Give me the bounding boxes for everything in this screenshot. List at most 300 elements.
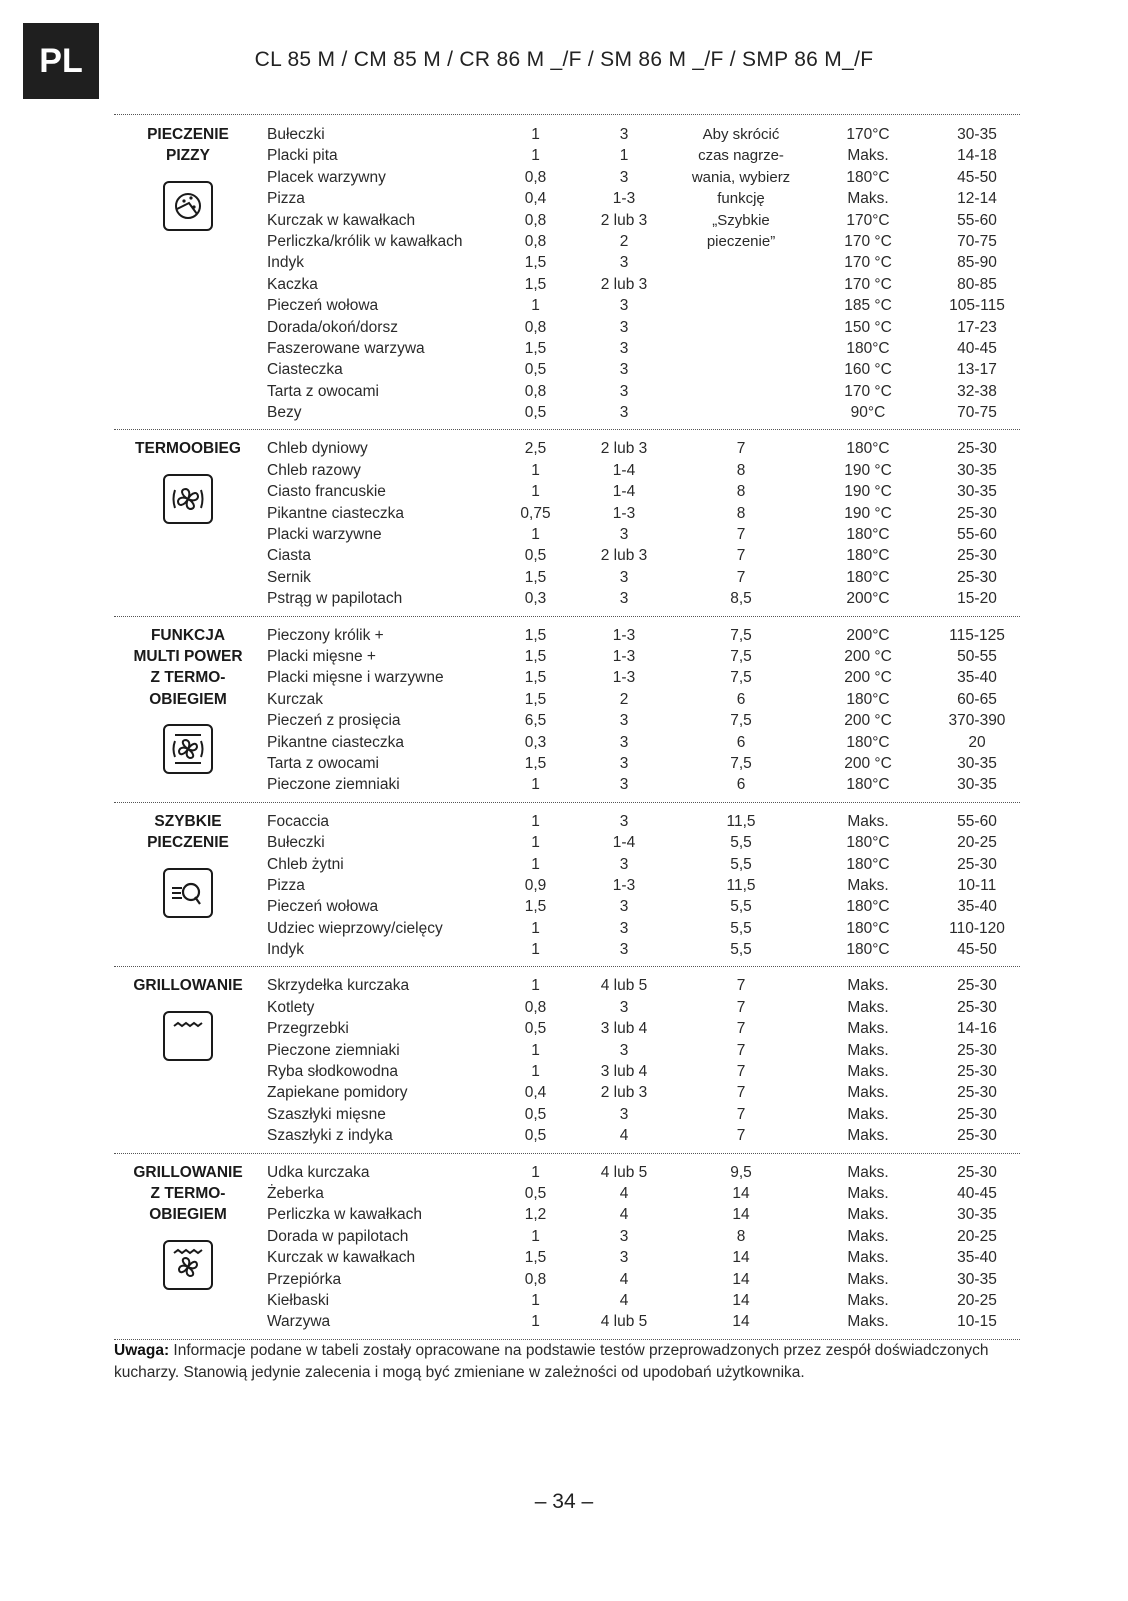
- cell-dish: Szaszłyki mięsne: [267, 1105, 386, 1123]
- cell-weight: 0,8: [524, 998, 547, 1016]
- cell-preheat: 14: [732, 1313, 750, 1331]
- cell-weight: 1: [531, 297, 540, 315]
- cell-dish: Placek warzywny: [267, 168, 386, 186]
- cell-shelf: 3: [619, 297, 629, 315]
- cell-temperature: 180°C: [846, 834, 890, 852]
- cell-time: 110-120: [949, 919, 1005, 937]
- cell-temperature: Maks.: [847, 1041, 889, 1059]
- cell-preheat: 8: [736, 1227, 746, 1245]
- cell-temperature: Maks.: [847, 1206, 889, 1224]
- cell-preheat: [680, 317, 802, 338]
- cell-time: 80-85: [957, 275, 997, 293]
- cell-time: 30-35: [957, 1270, 997, 1288]
- table-row: [114, 1290, 1020, 1311]
- table-row: [114, 588, 1020, 609]
- cell-preheat: 5,5: [730, 919, 752, 937]
- cell-weight: 1: [531, 1041, 540, 1059]
- cell-dish: Sernik: [267, 568, 311, 586]
- cell-time: 25-30: [957, 568, 997, 586]
- cell-dish: Skrzydełka kurczaka: [267, 977, 410, 995]
- cell-preheat: 7: [736, 1084, 746, 1102]
- table-row: [114, 774, 1020, 795]
- cell-weight: 1,5: [524, 647, 547, 665]
- cell-dish: Indyk: [267, 941, 305, 959]
- cell-temperature: Maks.: [847, 1313, 889, 1331]
- cell-weight: 1,5: [524, 275, 547, 293]
- cell-preheat: 14: [732, 1184, 750, 1202]
- cell-temperature: 190 °C: [844, 461, 892, 479]
- cell-preheat: 6: [736, 776, 746, 794]
- cell-temperature: Maks.: [847, 812, 889, 830]
- section-label: [114, 124, 262, 231]
- cell-weight: 6,5: [524, 712, 547, 730]
- cell-weight: 1: [531, 834, 540, 852]
- cell-weight: 0,5: [524, 547, 547, 565]
- cell-time: 55-60: [957, 812, 997, 830]
- cell-weight: 0,9: [524, 876, 547, 894]
- cell-temperature: 170°C: [846, 126, 890, 143]
- cell-weight: 1: [531, 977, 540, 995]
- cell-preheat: 11,5: [726, 812, 756, 830]
- cell-shelf: 4 lub 5: [600, 977, 648, 995]
- cell-shelf: 1-4: [612, 461, 636, 479]
- cell-shelf: 2: [619, 232, 629, 250]
- cell-temperature: 200°C: [846, 626, 890, 644]
- cell-dish: Chleb żytni: [267, 855, 344, 873]
- cell-dish: Pizza: [267, 190, 305, 208]
- cell-shelf: 4: [619, 1270, 629, 1288]
- cell-temperature: Maks.: [847, 1020, 889, 1038]
- cell-shelf: 3: [619, 712, 629, 730]
- table-row: [114, 381, 1020, 402]
- cell-weight: 0,5: [524, 404, 547, 422]
- preheat-note: Aby skrócić czas nagrze- wania, wybierz funkcję „Szybkie pieczenie”: [691, 126, 791, 251]
- cell-temperature: Maks.: [847, 1270, 889, 1288]
- cell-shelf: 3: [619, 919, 629, 937]
- cell-weight: 1: [531, 126, 540, 143]
- cell-temperature: 180°C: [846, 568, 890, 586]
- cell-weight: 0,8: [524, 318, 547, 336]
- cell-weight: 1,5: [524, 254, 547, 272]
- cell-shelf: 3: [619, 254, 629, 272]
- cell-weight: 1,5: [524, 690, 547, 708]
- cell-preheat: 7,5: [730, 754, 752, 772]
- cell-preheat: 7: [736, 1020, 746, 1038]
- section-label: [114, 811, 262, 918]
- cell-weight: 0,3: [524, 590, 547, 608]
- cell-weight: 0,5: [524, 1127, 547, 1145]
- cell-temperature: 170 °C: [844, 254, 892, 272]
- section-label: [114, 975, 262, 1060]
- cell-time: 60-65: [957, 690, 997, 708]
- cell-temperature: 160 °C: [844, 361, 892, 379]
- cell-temperature: 170 °C: [844, 275, 892, 293]
- cell-time: 55-60: [957, 211, 997, 229]
- section-name: SZYBKIE PIECZENIE: [147, 812, 229, 852]
- cell-time: 25-30: [957, 440, 997, 458]
- cell-temperature: 180°C: [846, 547, 890, 565]
- cell-temperature: Maks.: [847, 977, 889, 995]
- cell-preheat: 7,5: [730, 669, 752, 687]
- cell-weight: 1,2: [524, 1206, 547, 1224]
- table-row: [114, 1311, 1020, 1332]
- cell-temperature: 170 °C: [844, 232, 892, 250]
- cell-dish: Szaszłyki z indyka: [267, 1127, 393, 1145]
- cell-weight: 0,5: [524, 1020, 547, 1038]
- cell-shelf: 3: [619, 1105, 629, 1123]
- cell-weight: 1,5: [524, 754, 547, 772]
- cell-weight: 1: [531, 855, 540, 873]
- cell-shelf: 3: [619, 776, 629, 794]
- cell-weight: 0,4: [524, 1084, 547, 1102]
- cell-shelf: 3: [619, 568, 629, 586]
- table-row: [114, 1061, 1020, 1082]
- section-label: [114, 1162, 262, 1290]
- cell-dish: Perliczka/królik w kawałkach: [267, 232, 463, 250]
- cell-dish: Pstrąg w papilotach: [267, 590, 403, 608]
- cell-preheat: 8: [736, 483, 746, 501]
- footnote-label: Uwaga:: [114, 1342, 170, 1359]
- cell-dish: Pikantne ciasteczka: [267, 504, 404, 522]
- cell-time: 14-18: [957, 147, 997, 165]
- cell-time: 25-30: [957, 1084, 997, 1102]
- cell-time: 30-35: [957, 776, 997, 794]
- cell-shelf: 2 lub 3: [600, 211, 648, 229]
- cell-preheat: 5,5: [730, 898, 752, 916]
- cell-shelf: 3 lub 4: [600, 1020, 648, 1038]
- page-number: – 34 –: [534, 1490, 594, 1513]
- cell-temperature: Maks.: [847, 1105, 889, 1123]
- table-row: [114, 524, 1020, 545]
- cell-weight: 1: [531, 461, 540, 479]
- cell-temperature: 200 °C: [844, 669, 892, 687]
- cell-time: 35-40: [957, 1249, 997, 1267]
- cell-temperature: 190 °C: [844, 504, 892, 522]
- cell-weight: 1,5: [524, 339, 547, 357]
- cell-time: 25-30: [957, 1063, 997, 1081]
- cell-time: 14-16: [957, 1020, 997, 1038]
- cell-temperature: Maks.: [847, 1249, 889, 1267]
- cell-shelf: 3: [619, 590, 629, 608]
- cell-dish: Placki pita: [267, 147, 338, 165]
- cell-weight: 0,8: [524, 211, 547, 229]
- cell-temperature: 180°C: [846, 776, 890, 794]
- cell-temperature: 180°C: [846, 339, 890, 357]
- cell-weight: 1,5: [524, 669, 547, 687]
- cell-time: 25-30: [957, 1127, 997, 1145]
- cell-shelf: 1-3: [612, 504, 636, 522]
- cell-dish: Pikantne ciasteczka: [267, 733, 404, 751]
- cell-shelf: 3: [619, 941, 629, 959]
- cell-preheat: 7,5: [730, 712, 752, 730]
- cell-preheat: [680, 381, 802, 402]
- cell-shelf: 3: [619, 1249, 629, 1267]
- cell-temperature: 180°C: [846, 941, 890, 959]
- cell-dish: Focaccia: [267, 812, 330, 830]
- cell-temperature: 150 °C: [844, 318, 892, 336]
- cell-shelf: 1: [619, 147, 629, 165]
- cell-weight: 0,5: [524, 1105, 547, 1123]
- cell-dish: Zapiekane pomidory: [267, 1084, 408, 1102]
- cell-time: 13-17: [957, 361, 997, 379]
- cell-preheat: 7: [736, 1105, 746, 1123]
- cell-shelf: 2: [619, 690, 629, 708]
- cell-preheat: 6: [736, 690, 746, 708]
- cell-dish: Pizza: [267, 876, 305, 894]
- cell-weight: 0,5: [524, 361, 547, 379]
- section-label: [114, 438, 262, 523]
- cell-preheat: [680, 359, 802, 380]
- cell-preheat: 14: [732, 1249, 750, 1267]
- cell-temperature: 180°C: [846, 440, 890, 458]
- cell-dish: Dorada w papilotach: [267, 1227, 409, 1245]
- cell-temperature: 180°C: [846, 919, 890, 937]
- cell-time: 25-30: [957, 1163, 997, 1181]
- cell-preheat: [680, 338, 802, 359]
- cell-temperature: Maks.: [847, 998, 889, 1016]
- cell-time: 25-30: [957, 1041, 997, 1059]
- cell-dish: Pieczone ziemniaki: [267, 776, 400, 794]
- cell-time: 32-38: [957, 382, 997, 400]
- cell-dish: Kotlety: [267, 998, 315, 1016]
- cell-temperature: Maks.: [847, 1184, 889, 1202]
- cell-time: 85-90: [957, 254, 997, 272]
- cell-dish: Placki warzywne: [267, 526, 382, 544]
- cell-dish: Ciasteczka: [267, 361, 343, 379]
- cell-time: 45-50: [957, 941, 997, 959]
- cell-shelf: 4 lub 5: [600, 1313, 648, 1331]
- cell-time: 30-35: [957, 1206, 997, 1224]
- cell-shelf: 3: [619, 1227, 629, 1245]
- cell-shelf: 3: [619, 361, 629, 379]
- footnote-text: Informacje podane w tabeli zostały opracowane na podstawie testów przeprowadzonych przez zespół doświadczonych kucharzy. Stanowią jedynie zalecenia i mogą być zmieniane w zależności od upodobań użytkownika.: [114, 1342, 989, 1381]
- table-row: [114, 918, 1020, 939]
- cell-weight: 0,8: [524, 232, 547, 250]
- cell-time: 35-40: [957, 669, 997, 687]
- cell-time: 20-25: [957, 834, 997, 852]
- cell-dish: Kiełbaski: [267, 1291, 330, 1309]
- fan-convection-icon: [163, 474, 213, 524]
- cell-shelf: 3: [619, 1041, 629, 1059]
- cell-time: 20: [968, 733, 986, 751]
- cell-preheat: [680, 252, 802, 273]
- top-rule: [114, 114, 1020, 115]
- cell-shelf: 1-4: [612, 483, 636, 501]
- cell-dish: Dorada/okoń/dorsz: [267, 318, 398, 336]
- cell-shelf: 1-3: [612, 190, 636, 208]
- section-name: GRILLOWANIE Z TERMO- OBIEGIEM: [133, 1163, 243, 1224]
- cell-weight: 1,5: [524, 1249, 547, 1267]
- cell-dish: Pieczony królik +: [267, 626, 384, 644]
- cell-shelf: 1-4: [612, 834, 636, 852]
- cell-dish: Ciasto francuskie: [267, 483, 386, 501]
- cell-weight: 1: [531, 941, 540, 959]
- cell-preheat: 7,5: [730, 626, 752, 644]
- cell-temperature: 180°C: [846, 855, 890, 873]
- cell-weight: 0,8: [524, 168, 547, 186]
- table-row: [114, 1104, 1020, 1125]
- cell-dish: Bułeczki: [267, 834, 325, 852]
- table-row: [114, 317, 1020, 338]
- section: [114, 803, 1020, 968]
- table-row: [114, 359, 1020, 380]
- cell-preheat: 14: [732, 1291, 750, 1309]
- cell-preheat: 8: [736, 461, 746, 479]
- section-name: TERMOOBIEG: [135, 440, 241, 458]
- cell-temperature: 200 °C: [844, 754, 892, 772]
- cell-preheat: 11,5: [726, 876, 756, 894]
- cell-weight: 0,4: [524, 190, 547, 208]
- cell-dish: Ryba słodkowodna: [267, 1063, 398, 1081]
- cell-dish: Pieczeń wołowa: [267, 297, 379, 315]
- cell-weight: 1: [531, 1227, 540, 1245]
- cell-weight: 0,75: [520, 504, 551, 522]
- table-row: [114, 252, 1020, 273]
- section: [114, 967, 1020, 1153]
- cell-temperature: 185 °C: [844, 297, 892, 315]
- cell-dish: Placki mięsne i warzywne: [267, 669, 444, 687]
- pizza-icon: [163, 181, 213, 231]
- cell-dish: Pieczone ziemniaki: [267, 1041, 400, 1059]
- cell-dish: Kurczak w kawałkach: [267, 1249, 416, 1267]
- cell-preheat: 5,5: [730, 834, 752, 852]
- cell-preheat: 7,5: [730, 647, 752, 665]
- cell-dish: Faszerowane warzywa: [267, 339, 425, 357]
- cell-time: 115-125: [949, 626, 1005, 644]
- cell-time: 25-30: [957, 855, 997, 873]
- table-row: [114, 295, 1020, 316]
- cell-time: 70-75: [957, 232, 997, 250]
- cell-dish: Pieczeń z prosięcia: [267, 712, 401, 730]
- cell-dish: Placki mięsne +: [267, 647, 376, 665]
- cell-time: 15-20: [957, 590, 997, 608]
- cell-preheat: 7: [736, 526, 746, 544]
- cell-preheat: [680, 402, 802, 423]
- cell-preheat: 8: [736, 504, 746, 522]
- cell-dish: Kaczka: [267, 275, 318, 293]
- cell-preheat: 14: [732, 1270, 750, 1288]
- cell-weight: 2,5: [524, 440, 547, 458]
- cell-time: 25-30: [957, 977, 997, 995]
- cell-temperature: Maks.: [847, 1063, 889, 1081]
- cell-time: 35-40: [957, 898, 997, 916]
- language-badge: PL: [23, 23, 99, 99]
- cell-shelf: 2 lub 3: [600, 547, 648, 565]
- cell-time: 10-11: [957, 876, 997, 894]
- table-row: [114, 1082, 1020, 1103]
- cell-temperature: Maks.: [847, 190, 889, 208]
- cell-weight: 1: [531, 776, 540, 794]
- cell-weight: 1: [531, 1291, 540, 1309]
- cell-dish: Przepiórka: [267, 1270, 342, 1288]
- cell-dish: Kurczak w kawałkach: [267, 211, 416, 229]
- cell-temperature: 180°C: [846, 733, 890, 751]
- table-row: [114, 231, 1020, 252]
- cell-preheat: 7: [736, 440, 746, 458]
- cell-preheat: 7: [736, 568, 746, 586]
- cell-dish: Tarta z owocami: [267, 382, 379, 400]
- cell-weight: 1: [531, 1313, 540, 1331]
- cell-temperature: 180°C: [846, 168, 890, 186]
- cell-time: 55-60: [957, 526, 997, 544]
- cell-temperature: 200°C: [846, 590, 890, 608]
- fast-bake-icon: [163, 868, 213, 918]
- cell-dish: Udka kurczaka: [267, 1163, 370, 1181]
- cell-preheat: 5,5: [730, 941, 752, 959]
- cell-temperature: 180°C: [846, 690, 890, 708]
- cell-shelf: 4: [619, 1184, 629, 1202]
- cell-preheat: 7: [736, 977, 746, 995]
- cell-shelf: 3 lub 4: [600, 1063, 648, 1081]
- cell-shelf: 2 lub 3: [600, 275, 648, 293]
- cell-weight: 1,5: [524, 568, 547, 586]
- section: [114, 430, 1020, 616]
- cell-time: 30-35: [957, 461, 997, 479]
- cell-weight: 1: [531, 147, 540, 165]
- table-row: [114, 274, 1020, 295]
- cell-preheat: 5,5: [730, 855, 752, 873]
- cell-temperature: 170 °C: [844, 382, 892, 400]
- table-row: [114, 338, 1020, 359]
- cell-weight: 1: [531, 526, 540, 544]
- cell-temperature: Maks.: [847, 1291, 889, 1309]
- cell-preheat: 14: [732, 1206, 750, 1224]
- cell-preheat: 7: [736, 1041, 746, 1059]
- cell-dish: Pieczeń wołowa: [267, 898, 379, 916]
- cell-temperature: Maks.: [847, 1084, 889, 1102]
- cell-shelf: 3: [619, 404, 629, 422]
- cell-shelf: 3: [619, 318, 629, 336]
- cell-temperature: Maks.: [847, 876, 889, 894]
- cell-dish: Bułeczki: [267, 126, 325, 143]
- cell-weight: 0,5: [524, 1184, 547, 1202]
- cell-dish: Perliczka w kawałkach: [267, 1206, 423, 1224]
- cell-dish: Kurczak: [267, 690, 323, 708]
- cell-weight: 0,3: [524, 733, 547, 751]
- section-name: FUNKCJA MULTI POWER Z TERMO- OBIEGIEM: [133, 626, 243, 708]
- cell-time: 20-25: [957, 1227, 997, 1245]
- cell-temperature: 190 °C: [844, 483, 892, 501]
- cell-shelf: 4: [619, 1291, 629, 1309]
- grill-fan-icon: [163, 1240, 213, 1290]
- footnote: [114, 1340, 1020, 1383]
- cell-weight: 1: [531, 812, 540, 830]
- cell-weight: 1: [531, 1063, 540, 1081]
- cell-time: 40-45: [957, 339, 997, 357]
- cell-temperature: Maks.: [847, 1163, 889, 1181]
- cell-weight: 1: [531, 483, 540, 501]
- cell-preheat: [680, 295, 802, 316]
- cell-temperature: Maks.: [847, 1227, 889, 1245]
- cell-shelf: 4 lub 5: [600, 1163, 648, 1181]
- cell-time: 30-35: [957, 483, 997, 501]
- cell-dish: Tarta z owocami: [267, 754, 379, 772]
- cell-time: 30-35: [957, 754, 997, 772]
- recipe-table: [114, 116, 1020, 1340]
- cell-preheat: 8,5: [730, 590, 752, 608]
- cell-time: 17-23: [957, 318, 997, 336]
- cell-shelf: 3: [619, 733, 629, 751]
- cell-dish: Ciasta: [267, 547, 311, 565]
- cell-temperature: 90°C: [850, 404, 886, 422]
- cell-temperature: 200 °C: [844, 647, 892, 665]
- cell-shelf: 3: [619, 168, 629, 186]
- cell-time: 25-30: [957, 504, 997, 522]
- grill-icon: [163, 1011, 213, 1061]
- table-row: [114, 939, 1020, 960]
- table-row: [114, 545, 1020, 566]
- cell-dish: Indyk: [267, 254, 305, 272]
